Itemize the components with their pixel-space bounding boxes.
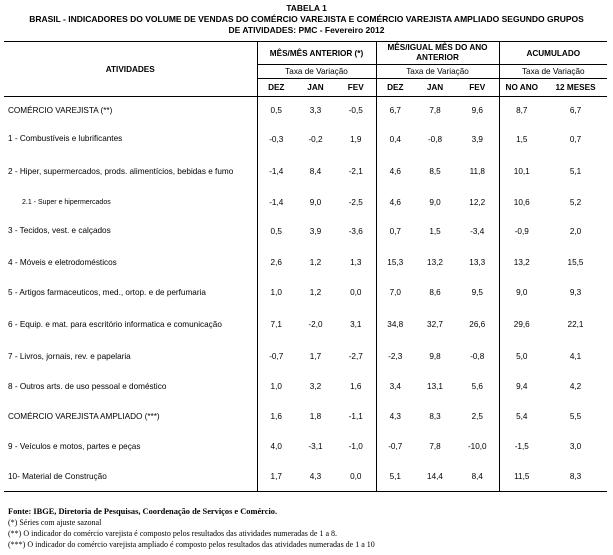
cell-value: 0,4 — [376, 125, 414, 154]
cell-value: 15,3 — [376, 247, 414, 279]
cell-value: 7,8 — [429, 442, 441, 451]
cell-value: 5,1 — [376, 463, 414, 492]
cell-value: 9,3 — [569, 288, 582, 297]
row-label: 4 - Móveis e eletrodomésticos — [8, 257, 117, 267]
cell-value: 0,7 — [569, 134, 582, 144]
footnote-3: (***) O indicador do comércio varejista ampliado é composto pelos resultados das atividades numeradas de 1 a 10 — [8, 540, 375, 549]
header-group-acumulado: ACUMULADO — [499, 42, 607, 65]
cell-value: 8,4 — [309, 167, 322, 176]
cell-value: -0,9 — [499, 216, 544, 247]
table-row — [4, 190, 607, 216]
table-row — [4, 343, 607, 371]
cell-value: 1,0 — [257, 371, 295, 403]
cell-value: -1,0 — [348, 442, 363, 451]
row-label: 9 - Veículos e motos, partes e peças — [8, 441, 141, 451]
cell-value: -0,3 — [257, 125, 295, 154]
table-row — [4, 403, 607, 431]
indicators-table — [4, 41, 607, 492]
table-row — [4, 431, 607, 463]
cell-value: 34,8 — [376, 307, 414, 343]
row-label: 5 - Artigos farmaceuticos, med., ortop. e de perfumaria — [8, 287, 206, 297]
cell-value: -1,5 — [499, 431, 544, 463]
cell-value: 0,0 — [350, 472, 362, 482]
cell-value: 2,0 — [569, 226, 582, 236]
cell-value: 2,6 — [257, 247, 295, 279]
cell-value: 1,7 — [257, 463, 295, 492]
table-row — [4, 125, 607, 154]
row-label: 8 - Outros arts. de uso pessoal e doméstico — [8, 381, 167, 391]
cell-value: 8,3 — [569, 472, 582, 482]
cell-value: 7,0 — [376, 279, 414, 307]
table-row — [4, 279, 607, 307]
cell-value: 6,7 — [376, 97, 414, 125]
footnote-1: (*) Séries com ajuste sazonal — [8, 518, 102, 527]
cell-value: 6,7 — [569, 106, 582, 116]
cell-value: 9,0 — [309, 198, 322, 207]
row-label: 2 - Hiper, supermercados, prods. alimentícios, bebidas e fumo — [8, 166, 234, 176]
cell-value: 2,5 — [471, 412, 483, 421]
header-rate-3: Taxa de Variação — [499, 65, 607, 79]
cell-value: -10,0 — [467, 442, 487, 451]
col-fev-1: FEV — [336, 79, 376, 97]
cell-value: 1,8 — [309, 412, 322, 421]
cell-value: 9,8 — [429, 352, 441, 361]
cell-value: 4,6 — [376, 190, 414, 216]
cell-value: 8,3 — [429, 412, 441, 421]
cell-value: 13,2 — [499, 247, 544, 279]
cell-value: 11,8 — [469, 167, 485, 176]
cell-value: 4,3 — [309, 472, 322, 482]
table-row — [4, 247, 607, 279]
cell-value: -0,7 — [257, 343, 295, 371]
header-rate-1: Taxa de Variação — [257, 65, 376, 79]
footnotes — [8, 506, 375, 550]
cell-value: 11,5 — [499, 463, 544, 492]
cell-value: 8,6 — [429, 288, 441, 297]
cell-value: 1,2 — [309, 288, 322, 297]
cell-value: 15,5 — [567, 258, 584, 267]
row-label: 10- Material de Construção — [8, 471, 107, 481]
cell-value: -2,5 — [348, 198, 363, 207]
cell-value: 22,1 — [567, 320, 584, 329]
col-fev-2: FEV — [456, 79, 499, 97]
cell-value: 0,5 — [257, 97, 295, 125]
cell-value: 4,1 — [569, 352, 582, 361]
cell-value: 5,1 — [569, 167, 582, 176]
row-label: COMÉRCIO VAREJISTA AMPLIADO (***) — [8, 411, 160, 421]
cell-value: 0,5 — [257, 216, 295, 247]
cell-value: 9,5 — [471, 288, 483, 297]
cell-value: -1,1 — [348, 412, 363, 421]
col-jan-1: JAN — [295, 79, 336, 97]
table-row — [4, 97, 607, 125]
table-subtitle: DE ATIVIDADES: PMC - Fevereiro 2012 — [228, 25, 385, 35]
cell-value: -0,8 — [470, 352, 485, 361]
cell-value: 3,0 — [569, 442, 582, 451]
table-row — [4, 216, 607, 247]
cell-value: 7,1 — [257, 307, 295, 343]
cell-value: 4,2 — [569, 382, 582, 391]
cell-value: 13,2 — [427, 258, 443, 267]
cell-value: 32,7 — [427, 320, 443, 329]
cell-value: 3,1 — [350, 320, 362, 329]
cell-value: -3,4 — [470, 226, 485, 236]
cell-value: 1,0 — [257, 279, 295, 307]
cell-value: 3,9 — [309, 226, 322, 236]
cell-value: -2,1 — [348, 167, 363, 176]
cell-value: 10,6 — [499, 190, 544, 216]
cell-value: 1,9 — [350, 134, 362, 144]
cell-value: 9,4 — [499, 371, 544, 403]
cell-value: 3,4 — [376, 371, 414, 403]
col-12-meses: 12 MESES — [544, 79, 607, 97]
cell-value: 1,3 — [350, 258, 362, 267]
cell-value: -3,6 — [348, 226, 363, 236]
cell-value: 4,3 — [376, 403, 414, 431]
cell-value: -2,3 — [376, 343, 414, 371]
cell-value: -2,0 — [308, 320, 323, 329]
cell-value: 3,2 — [309, 382, 322, 391]
col-jan-2: JAN — [414, 79, 456, 97]
header-group-igual-mes: MÊS/IGUAL MÊS DO ANO ANTERIOR — [376, 42, 499, 65]
cell-value: 1,5 — [499, 125, 544, 154]
cell-value: 5,6 — [471, 382, 483, 391]
cell-value: 12,2 — [469, 198, 486, 207]
cell-value: -0,8 — [427, 134, 443, 144]
table-title: BRASIL - INDICADORES DO VOLUME DE VENDAS DO COMÉRCIO VAREJISTA E COMÉRCIO VAREJISTA AMPLIADO SEGUNDO GRUPOS — [29, 14, 584, 24]
cell-value: 0,0 — [350, 288, 362, 297]
cell-value: 5,0 — [499, 343, 544, 371]
cell-value: 13,3 — [469, 258, 486, 267]
cell-value: -2,7 — [348, 352, 363, 361]
cell-value: -3,1 — [308, 442, 323, 451]
cell-value: 8,5 — [429, 167, 441, 176]
row-label: COMÉRCIO VAREJISTA (**) — [8, 105, 113, 115]
cell-value: 26,6 — [469, 320, 486, 329]
cell-value: -0,5 — [348, 106, 363, 116]
cell-value: 13,1 — [427, 382, 443, 391]
cell-value: 5,4 — [499, 403, 544, 431]
cell-value: 4,6 — [376, 154, 414, 190]
cell-value: 4,0 — [257, 431, 295, 463]
col-dez-1: DEZ — [257, 79, 295, 97]
cell-value: 5,2 — [569, 198, 582, 207]
cell-value: 5,5 — [569, 412, 582, 421]
cell-value: 1,2 — [309, 258, 322, 267]
cell-value: 1,6 — [350, 382, 362, 391]
cell-value: 9,0 — [429, 198, 441, 207]
cell-value: 8,7 — [499, 97, 544, 125]
cell-value: -0,7 — [376, 431, 414, 463]
table-number: TABELA 1 — [286, 3, 327, 13]
row-label: 6 - Equip. e mat. para escritório informatica e comunicação — [8, 319, 222, 329]
cell-value: -1,4 — [257, 190, 295, 216]
header-group-mes-anterior: MÊS/MÊS ANTERIOR (*) — [257, 42, 376, 65]
table-body — [4, 97, 607, 492]
row-label: 3 - Tecidos, vest. e calçados — [8, 226, 111, 235]
cell-value: 7,8 — [429, 106, 441, 116]
table-row — [4, 307, 607, 343]
cell-value: 3,9 — [471, 134, 483, 144]
cell-value: 1,7 — [309, 352, 322, 361]
row-label: 2.1 - Super e hipermercados — [22, 198, 111, 206]
cell-value: 3,3 — [309, 106, 322, 116]
col-no-ano: NO ANO — [499, 79, 544, 97]
source-note: Fonte: IBGE, Diretoria de Pesquisas, Coordenação de Serviços e Comércio. — [8, 507, 278, 516]
cell-value: 8,4 — [471, 472, 483, 482]
cell-value: 1,6 — [257, 403, 295, 431]
table-row — [4, 154, 607, 190]
cell-value: 1,5 — [429, 226, 441, 236]
row-label: 7 - Livros, jornais, rev. e papelaria — [8, 351, 131, 361]
header-activities: ATIVIDADES — [4, 42, 257, 97]
cell-value: 9,0 — [499, 279, 544, 307]
cell-value: 29,6 — [499, 307, 544, 343]
footnote-2: (**) O indicador do comércio varejista é composto pelos resultados das atividades numeradas de 1 a 8. — [8, 529, 338, 538]
table-row — [4, 463, 607, 492]
cell-value: -1,4 — [257, 154, 295, 190]
cell-value: 9,6 — [471, 106, 483, 116]
col-dez-2: DEZ — [376, 79, 414, 97]
row-label: 1 - Combustíveis e lubrificantes — [8, 134, 123, 143]
cell-value: 14,4 — [427, 472, 443, 482]
cell-value: 10,1 — [499, 154, 544, 190]
table-row — [4, 371, 607, 403]
cell-value: -0,2 — [308, 134, 323, 144]
header-rate-2: Taxa de Variação — [376, 65, 499, 79]
cell-value: 0,7 — [376, 216, 414, 247]
